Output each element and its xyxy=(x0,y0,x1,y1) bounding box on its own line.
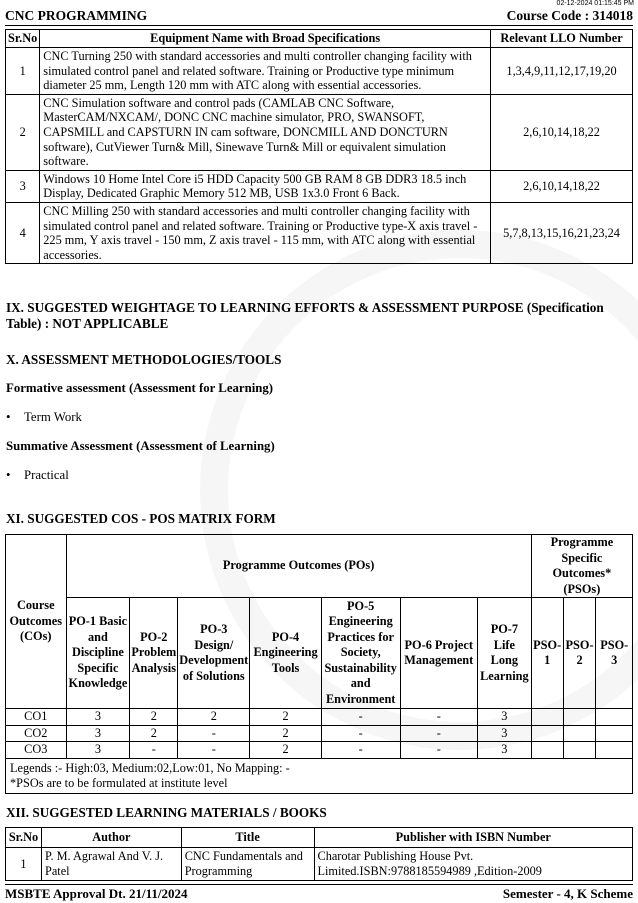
pso-header: PSO-3 xyxy=(596,598,633,709)
table-row xyxy=(6,202,633,263)
table-row xyxy=(6,709,633,726)
co-label: CO3 xyxy=(6,742,67,759)
matrix-cell xyxy=(563,709,596,726)
col-header-equipment: Equipment Name with Broad Specifications xyxy=(40,30,491,48)
section-x-heading: X. ASSESSMENT METHODOLOGIES/TOOLS xyxy=(6,352,282,367)
matrix-cell: 2 xyxy=(178,709,250,726)
matrix-cell xyxy=(596,709,633,726)
book-publisher: Charotar Publishing House Pvt. Limited.ISBN:9788185594989 ,Edition-2009 xyxy=(314,848,633,881)
matrix-header-row xyxy=(6,598,633,709)
book-author: P. M. Agrawal And V. J. Patel xyxy=(41,848,181,881)
matrix-cell xyxy=(596,725,633,742)
section-xii-heading: XII. SUGGESTED LEARNING MATERIALS / BOOKS xyxy=(6,805,327,820)
matrix-cell xyxy=(531,742,563,759)
row-srno: 1 xyxy=(6,48,40,95)
matrix-cell xyxy=(563,725,596,742)
formative-list-item xyxy=(6,410,82,425)
table-row xyxy=(6,848,633,881)
co-po-matrix-table xyxy=(5,534,633,794)
equipment-table xyxy=(5,29,633,264)
books-header-row xyxy=(6,828,633,848)
matrix-cell: - xyxy=(321,742,400,759)
matrix-cell: 2 xyxy=(130,709,178,726)
approval-date: MSBTE Approval Dt. 21/11/2024 xyxy=(5,886,188,901)
table-row xyxy=(6,742,633,759)
row-equipment-desc: CNC Milling 250 with standard accessories and multi controller changing facility with simulated control panel and related software. Training or Productive type-X axis travel - 225 mm, Y axis travel - 150 mm, Z axis travel - 115 mm, with ATC along with essential accessories. xyxy=(40,202,491,263)
po-header: PO-7 Life Long Learning xyxy=(477,598,531,709)
po-header: PO-4 Engineering Tools xyxy=(250,598,322,709)
page-header xyxy=(5,8,633,26)
page-footer xyxy=(5,884,633,902)
row-llo-numbers: 1,3,4,9,11,12,17,19,20 xyxy=(491,48,633,95)
semester-scheme: Semester - 4, K Scheme xyxy=(502,886,633,901)
col-header-title: Title xyxy=(181,828,314,848)
matrix-cell: 3 xyxy=(477,725,531,742)
table-row xyxy=(6,725,633,742)
legend-mapping: Legends :- High:03, Medium:02,Low:01, No Mapping: - xyxy=(10,760,290,775)
matrix-cell: - xyxy=(321,709,400,726)
co-label: CO1 xyxy=(6,709,67,726)
col-header-srno: Sr.No xyxy=(6,828,42,848)
book-title: CNC Fundamentals and Programming xyxy=(181,848,314,881)
matrix-cell: - xyxy=(400,725,477,742)
pso-header: PSO-2 xyxy=(563,598,596,709)
matrix-cell: 2 xyxy=(250,709,322,726)
matrix-cell: - xyxy=(321,725,400,742)
matrix-cell: 2 xyxy=(130,725,178,742)
row-srno: 4 xyxy=(6,202,40,263)
table-row xyxy=(6,48,633,95)
equipment-header-row xyxy=(6,30,633,48)
col-header-publisher: Publisher with ISBN Number xyxy=(314,828,633,848)
matrix-cell: - xyxy=(178,725,250,742)
col-header-author: Author xyxy=(41,828,181,848)
summative-item-label: Practical xyxy=(24,468,69,482)
matrix-cell xyxy=(563,742,596,759)
section-ix-heading-line2: Table) : NOT APPLICABLE xyxy=(6,316,169,331)
bullet-icon: • xyxy=(6,468,11,482)
matrix-cell: 3 xyxy=(66,709,130,726)
matrix-cell xyxy=(596,742,633,759)
matrix-cell: 3 xyxy=(477,709,531,726)
print-timestamp: 02-12-2024 01:15:45 PM xyxy=(556,0,634,7)
co-label: CO2 xyxy=(6,725,67,742)
col-header-llo: Relevant LLO Number xyxy=(491,30,633,48)
summative-assessment-title: Summative Assessment (Assessment of Learning) xyxy=(6,439,275,453)
books-table xyxy=(5,827,633,881)
matrix-cell: - xyxy=(178,742,250,759)
legend-cell xyxy=(6,758,633,793)
course-code: Course Code : 314018 xyxy=(506,8,633,23)
po-header: PO-2 Problem Analysis xyxy=(130,598,178,709)
po-header: PO-5 Engineering Practices for Society, Sustainability and Environment xyxy=(321,598,400,709)
matrix-cell: 3 xyxy=(477,742,531,759)
formative-item-label: Term Work xyxy=(24,410,82,424)
matrix-cell: 2 xyxy=(250,742,322,759)
section-ix-heading-line1: IX. SUGGESTED WEIGHTAGE TO LEARNING EFFORTS & ASSESSMENT PURPOSE (Specification xyxy=(6,300,604,315)
po-header: PO-3 Design/ Development of Solutions xyxy=(178,598,250,709)
pso-header: PSO-1 xyxy=(531,598,563,709)
course-title: CNC PROGRAMMING xyxy=(5,8,148,23)
matrix-cell xyxy=(531,709,563,726)
formative-assessment-title: Formative assessment (Assessment for Learning) xyxy=(6,381,274,395)
po-header: PO-6 Project Management xyxy=(400,598,477,709)
row-srno: 2 xyxy=(6,94,40,170)
table-row xyxy=(6,170,633,202)
row-llo-numbers: 2,6,10,14,18,22 xyxy=(491,170,633,202)
po-group-header: Programme Outcomes (POs) xyxy=(66,535,531,598)
legend-row xyxy=(6,758,633,793)
section-xi-heading: XI. SUGGESTED COS - POS MATRIX FORM xyxy=(6,511,276,526)
matrix-cell: 3 xyxy=(66,742,130,759)
col-header-srno: Sr.No xyxy=(6,30,40,48)
pso-group-header: Programme Specific Outcomes* (PSOs) xyxy=(531,535,632,598)
row-equipment-desc: CNC Turning 250 with standard accessories and multi controller changing facility with simulated control panel and related software. Training or Productive type minimum diameter 25 mm, Length 120 mm with ATC along with essential accessories. xyxy=(40,48,491,95)
legend-pso-note: *PSOs are to be formulated at institute level xyxy=(10,775,228,790)
row-llo-numbers: 2,6,10,14,18,22 xyxy=(491,94,633,170)
table-row xyxy=(6,94,633,170)
matrix-cell: 2 xyxy=(250,725,322,742)
row-equipment-desc: Windows 10 Home Intel Core i5 HDD Capacity 500 GB RAM 8 GB DDR3 18.5 inch Display, Dedicated Graphic Memory 512 MB, USB 1x3.0 Front 6 Back. xyxy=(40,170,491,202)
row-llo-numbers: 5,7,8,13,15,16,21,23,24 xyxy=(491,202,633,263)
co-column-header: Course Outcomes (COs) xyxy=(6,535,67,709)
matrix-cell: 3 xyxy=(66,725,130,742)
book-srno: 1 xyxy=(6,848,42,881)
matrix-cell: - xyxy=(130,742,178,759)
bullet-icon: • xyxy=(6,410,11,424)
row-equipment-desc: CNC Simulation software and control pads (CAMLAB CNC Software, MasterCAM/NXCAM/, DONC CNC machine simulator, PRO, SWANSOFT, CAPSMILL and CAPSTURN IN cam software, DONCMILL AND DONCTURN software), CutViewer Turn& Mill, Sinewave Turn& Mill or equivalent simulation software. xyxy=(40,94,491,170)
matrix-group-header-row xyxy=(6,535,633,598)
po-header: PO-1 Basic and Discipline Specific Knowledge xyxy=(66,598,130,709)
summative-list-item xyxy=(6,468,69,483)
matrix-cell xyxy=(531,725,563,742)
matrix-cell: - xyxy=(400,742,477,759)
matrix-cell: - xyxy=(400,709,477,726)
row-srno: 3 xyxy=(6,170,40,202)
